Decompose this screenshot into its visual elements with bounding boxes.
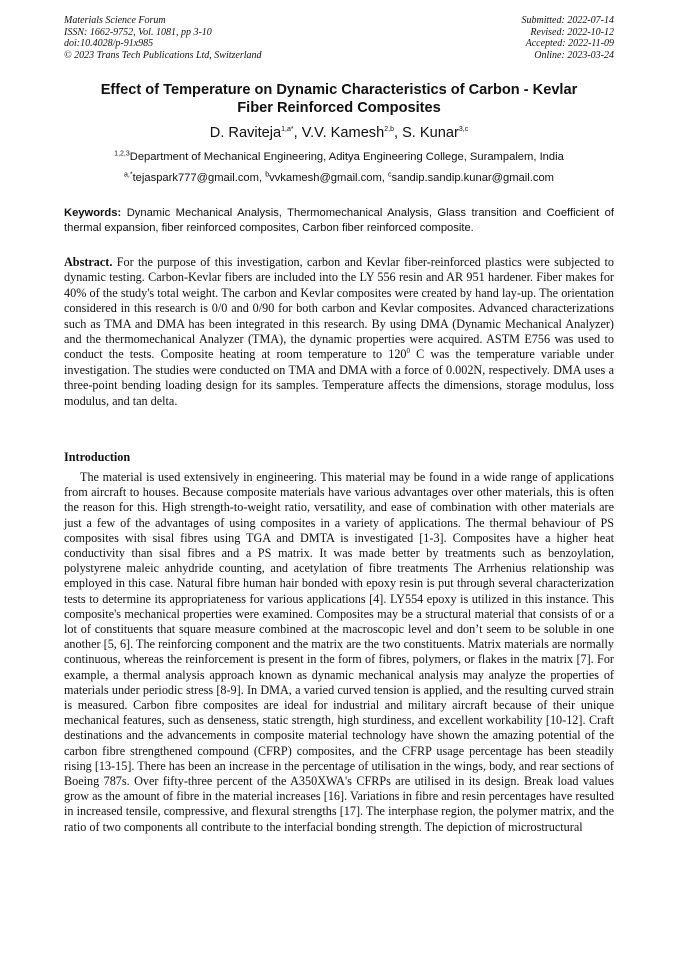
affiliation-mark: 1,2,3 bbox=[114, 150, 130, 158]
author-affil-mark: 1,a* bbox=[281, 126, 294, 134]
introduction-paragraph: The material is used extensively in engineering. This material may be found in a wide range of applications from aircraft to houses. Because composite materials have various advantages over other materials, this is often the reason for this. High strength-to-weight ratio, versatility, and ease of combination with other materials are just a few of the advantages of using composites in a variety of applications. The thermal behaviour of PS composites with sisal fibres using TGA and DMTA is investigated [1-3]. Composites have a higher heat conductivity than sisal fibres and a PS matrix. It was made better by treatments such as benzoylation, polystyrene maleic anhydride counting, and acetylation of fibre treatments The Arrhenius relationship was employed in this case. Natural fibre human hair bonded with epoxy resin is put through several characterization tests to determine its appropriateness for various applications [4]. LY554 epoxy is utilized in this instance. This composite's mechanical properties were examined. Composites may be a structural material that consists of or a lot of constituents that square measure combined at the macroscopic level and don’t seem to be soluble in one another [5, 6]. The reinforcing component and the matrix are the two constituents. Matrix materials are normally continuous, whereas the reinforcement is present in the form of fibres, polymers, or flakes in the matrix [7]. For example, a thermal analysis approach known as dynamic mechanical analysis may analyze the properties of materials under periodic stress [8-9]. In DMA, a varied curved tension is applied, and the resulting curved strain is measured. Carbon fibre composites are ideal for industrial and military aircraft because of their unique mechanical features, such as denseness, static strength, high sturdiness, and excellent workability [10-12]. Craft destinations and the advancements in composite material technology have shown the amazing potential of the carbon fibre strengthened compound (CFRP) composites, and the CFRP usage percentage has been steadily rising [13-15]. There has been an increase in the percentage of utilisation in the wings, body, and rear sections of Boeing 787s. Over fifty-three percent of the A350XWA's CFRPs are utilised in its design. Break load values grow as the amount of fibre in the material increases [16]. Variations in fibre and resin percentages have resulted in increased tensile, compressive, and flexural strengths [17]. The interphase region, the polymer matrix, and the ratio of two components all contribute to the interfacial bonding strength. The depiction of microstructural bbox=[64, 470, 614, 834]
author-name: S. Kunar bbox=[402, 125, 459, 141]
author-emails bbox=[64, 171, 614, 185]
journal-copyright: © 2023 Trans Tech Publications Ltd, Switzerland bbox=[64, 49, 262, 61]
journal-info bbox=[64, 15, 262, 61]
author-separator: , bbox=[293, 125, 302, 141]
submission-dates bbox=[522, 15, 615, 61]
author-affil-mark: 3,c bbox=[458, 126, 469, 134]
author-separator: , bbox=[393, 125, 403, 141]
abstract-text-continued: C was the temperature variable under investigation. The studies were conducted on TMA and DMA with a force of 0.002N, respectively. DMA uses a three-point bending loading design for its samples. Temperature affects the dimensions, storage modulus, loss modulus, and tan delta. bbox=[64, 347, 614, 408]
introduction-heading: Introduction bbox=[64, 450, 131, 464]
date-online: Online: 2023-03-24 bbox=[534, 49, 614, 61]
abstract-label: Abstract. bbox=[64, 255, 113, 269]
author-name: V.V. Kamesh bbox=[301, 125, 385, 141]
journal-issn: ISSN: 1662-9752, Vol. 1081, pp 3-10 bbox=[64, 26, 212, 38]
date-accepted: Accepted: 2022-11-09 bbox=[525, 38, 614, 49]
degree-superscript: 0 bbox=[406, 347, 411, 356]
email-mark: b bbox=[265, 171, 270, 179]
keywords-label: Keywords: bbox=[64, 207, 122, 219]
keywords-section bbox=[64, 206, 614, 236]
author-list bbox=[64, 124, 614, 142]
email-address[interactable]: vvkamesh@gmail.com, bbox=[269, 172, 389, 184]
keywords-text: Dynamic Mechanical Analysis, Thermomechanical Analysis, Glass transition and Coefficient of thermal expansion, fiber reinforced composites, Carbon fiber reinforced composite. bbox=[64, 207, 614, 234]
abstract-section bbox=[64, 255, 614, 409]
affiliation-text: Department of Mechanical Engineering, Aditya Engineering College, Surampalem, India bbox=[129, 151, 564, 163]
email-address[interactable]: sandip.sandip.kunar@gmail.com bbox=[391, 172, 554, 184]
email-mark: c bbox=[388, 171, 392, 179]
journal-doi[interactable]: doi:10.4028/p-91x985 bbox=[64, 38, 154, 49]
author-affil-mark: 2,b bbox=[384, 126, 394, 134]
date-submitted: Submitted: 2022-07-14 bbox=[521, 15, 614, 26]
paper-title bbox=[64, 81, 614, 117]
author-name: D. Raviteja bbox=[209, 125, 282, 141]
affiliation bbox=[64, 150, 614, 164]
title-line-1: Effect of Temperature on Dynamic Characteristics of Carbon - Kevlar bbox=[100, 82, 578, 98]
journal-name: Materials Science Forum bbox=[64, 15, 166, 26]
date-revised: Revised: 2022-10-12 bbox=[530, 26, 614, 38]
email-mark: a,* bbox=[124, 171, 133, 179]
abstract-text: For the purpose of this investigation, carbon and Kevlar fiber-reinforced plastics were subjected to dynamic testing. Carbon-Kevlar fibers are included into the LY 556 resin and AR 951 hardener. Fiber makes for 40% of the study's total weight. The carbon and Kevlar composites were created by hand lay-up. The orientation considered in this research is 0/0 and 0/90 for both carbon and Kevlar composites. Advanced characterizations such as TMA and DMA has been integrated in this research. By using DMA (Dynamic Mechanical Analyzer) and the thermomechanical Analyzer (TMA), the dynamic properties were acquired. ASTM E756 was used to conduct the tests. Composite heating at room temperature to 120 bbox=[64, 255, 614, 362]
title-line-2: Fiber Reinforced Composites bbox=[237, 100, 441, 116]
email-address[interactable]: tejaspark777@gmail.com, bbox=[132, 172, 266, 184]
